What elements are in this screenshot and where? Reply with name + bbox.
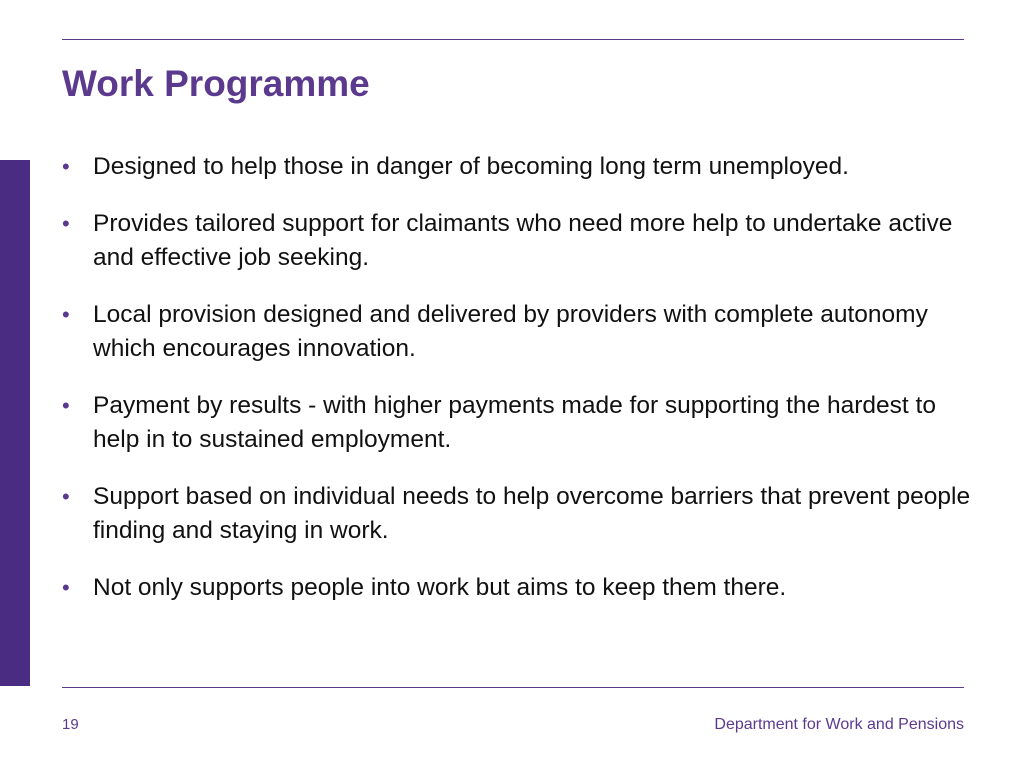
bullet-text: Local provision designed and delivered by providers with complete autonomy which encourages innovation.	[93, 301, 928, 362]
bullet-text: Not only supports people into work but aims to keep them there.	[93, 574, 787, 601]
bullet-list	[62, 150, 982, 628]
bottom-divider	[62, 687, 964, 688]
footer-organization: Department for Work and Pensions	[714, 716, 964, 733]
bullet-item	[62, 571, 982, 605]
bullet-text: Support based on individual needs to help overcome barriers that prevent people finding and staying in work.	[93, 483, 971, 544]
bullet-dot-icon: •	[62, 154, 70, 179]
bullet-dot-icon: •	[62, 575, 70, 600]
bullet-item	[62, 207, 982, 275]
bullet-item	[62, 150, 982, 184]
bullet-text: Payment by results - with higher payments made for supporting the hardest to help in to sustained employment.	[93, 392, 936, 453]
slide-title: Work Programme	[62, 63, 370, 104]
top-divider	[62, 39, 964, 40]
side-accent-bar	[0, 160, 30, 686]
bullet-dot-icon: •	[62, 302, 70, 327]
bullet-dot-icon: •	[62, 211, 70, 236]
bullet-dot-icon: •	[62, 484, 70, 509]
bullet-dot-icon: •	[62, 393, 70, 418]
bullet-item	[62, 298, 982, 366]
page-number: 19	[62, 716, 79, 733]
bullet-item	[62, 389, 982, 457]
bullet-text: Provides tailored support for claimants who need more help to undertake active and effective job seeking.	[93, 210, 953, 271]
bullet-item	[62, 480, 982, 548]
bullet-text: Designed to help those in danger of becoming long term unemployed.	[93, 153, 849, 180]
